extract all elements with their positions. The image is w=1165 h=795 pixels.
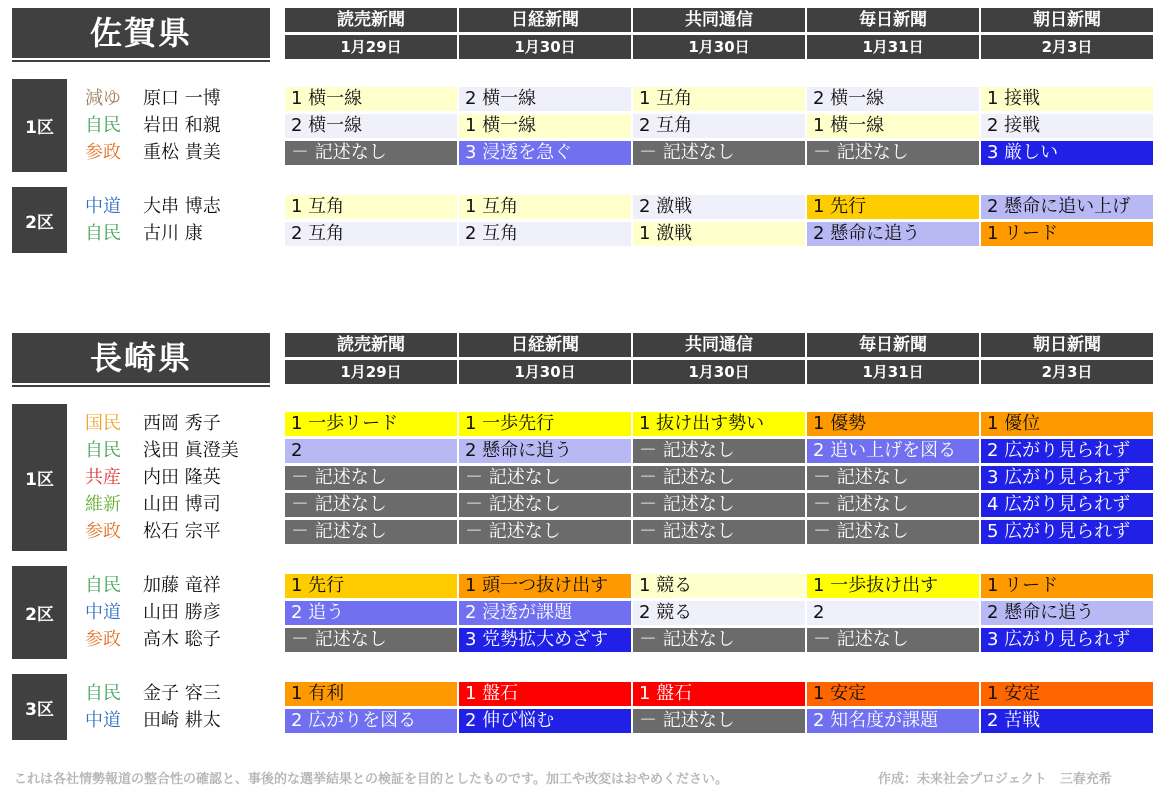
forecast-cell: 2 苦戦 [981,709,1153,733]
candidate-name: 古川 康 [143,223,203,244]
newspaper-header: 朝日新聞 [981,8,1153,32]
forecast-cell: 2 懸命に追う [459,439,631,463]
forecast-cell: 1 横一線 [807,114,979,138]
forecast-cell: 1 接戦 [981,87,1153,111]
survey-date: 1月29日 [285,35,457,59]
forecast-cell: 5 広がり見られず [981,520,1153,544]
forecast-cell: 1 競る [633,574,805,598]
party-label: 自民 [85,115,121,136]
footer-credit: 作成：未来社会プロジェクト 三春充希 [878,772,1112,787]
newspaper-header: 読売新聞 [285,333,457,357]
forecast-cell: 2 互角 [285,222,457,246]
prefecture-title: 佐賀県 [12,8,270,58]
forecast-cell: 2 横一線 [459,87,631,111]
forecast-cell: 2 追い上げを図る [807,439,979,463]
candidate-name: 浅田 眞澄美 [143,440,239,461]
party-label: 参政 [85,142,121,163]
candidate-name: 岩田 和親 [143,115,221,136]
forecast-cell: 1 有利 [285,682,457,706]
forecast-cell: 1 安定 [807,682,979,706]
forecast-cell: － 記述なし [807,493,979,517]
forecast-cell: 1 互角 [285,195,457,219]
candidate-name: 金子 容三 [143,683,221,704]
forecast-cell: 2 互角 [459,222,631,246]
forecast-cell: 1 互角 [459,195,631,219]
party-label: 参政 [85,521,121,542]
forecast-cell: 1 互角 [633,87,805,111]
candidate-name: 西岡 秀子 [143,413,221,434]
forecast-cell: 1 先行 [285,574,457,598]
party-label: 自民 [85,440,121,461]
forecast-cell: － 記述なし [459,520,631,544]
newspaper-header: 共同通信 [633,333,805,357]
newspaper-header: 日経新聞 [459,333,631,357]
forecast-cell: 1 一歩抜け出す [807,574,979,598]
forecast-cell: 2 浸透が課題 [459,601,631,625]
prefecture-title: 長崎県 [12,333,270,383]
forecast-cell: 2 広がりを図る [285,709,457,733]
forecast-cell: － 記述なし [285,520,457,544]
forecast-cell: － 記述なし [633,493,805,517]
forecast-cell: 2 接戦 [981,114,1153,138]
newspaper-header: 日経新聞 [459,8,631,32]
forecast-cell: 3 広がり見られず [981,628,1153,652]
forecast-cell: 1 盤石 [633,682,805,706]
candidate-name: 山田 勝彦 [143,602,221,623]
forecast-cell: 4 広がり見られず [981,493,1153,517]
forecast-cell: 1 頭一つ抜け出す [459,574,631,598]
forecast-cell: 3 党勢拡大めざす [459,628,631,652]
district-label: 1区 [12,79,67,172]
forecast-cell: 1 一歩先行 [459,412,631,436]
forecast-cell: 1 先行 [807,195,979,219]
forecast-cell: 2 懸命に追い上げ [981,195,1153,219]
forecast-cell: － 記述なし [633,709,805,733]
party-label: 国民 [85,413,121,434]
newspaper-header: 毎日新聞 [807,333,979,357]
party-label: 維新 [85,494,121,515]
newspaper-header: 朝日新聞 [981,333,1153,357]
forecast-cell: － 記述なし [285,493,457,517]
survey-date: 1月30日 [459,35,631,59]
forecast-cell: 3 浸透を急ぐ [459,141,631,165]
newspaper-header: 毎日新聞 [807,8,979,32]
forecast-cell: － 記述なし [285,466,457,490]
party-label: 自民 [85,575,121,596]
forecast-cell: 1 横一線 [459,114,631,138]
forecast-cell: 1 リード [981,574,1153,598]
forecast-cell: 2 互角 [633,114,805,138]
forecast-cell: － 記述なし [807,141,979,165]
forecast-cell: 3 厳しい [981,141,1153,165]
forecast-cell: 2 懸命に追う [981,601,1153,625]
prefecture-title-underline [12,60,270,62]
newspaper-header: 読売新聞 [285,8,457,32]
forecast-cell: － 記述なし [633,439,805,463]
forecast-cell: － 記述なし [285,141,457,165]
forecast-cell: 2 激戦 [633,195,805,219]
candidate-name: 高木 聡子 [143,629,221,650]
forecast-cell: 2 懸命に追う [807,222,979,246]
survey-date: 1月31日 [807,360,979,384]
district-label: 1区 [12,404,67,551]
survey-date: 2月3日 [981,360,1153,384]
district-label: 2区 [12,187,67,253]
party-label: 自民 [85,223,121,244]
footer-note: これは各社情勢報道の整合性の確認と、事後的な選挙結果との検証を目的としたものです。加工や改変はおやめください。 [14,772,728,787]
forecast-cell: 2 競る [633,601,805,625]
party-label: 減ゆ [85,88,121,109]
forecast-cell: 1 横一線 [285,87,457,111]
forecast-cell: 3 広がり見られず [981,466,1153,490]
candidate-name: 田崎 耕太 [143,710,221,731]
survey-date: 1月30日 [459,360,631,384]
party-label: 自民 [85,683,121,704]
forecast-cell: － 記述なし [459,466,631,490]
forecast-cell: 2 広がり見られず [981,439,1153,463]
forecast-cell: 1 優位 [981,412,1153,436]
candidate-name: 内田 隆英 [143,467,221,488]
survey-date: 1月30日 [633,35,805,59]
candidate-name: 山田 博司 [143,494,221,515]
forecast-cell: 2 [285,439,457,463]
forecast-cell: 2 [807,601,979,625]
forecast-cell: － 記述なし [459,493,631,517]
forecast-cell: － 記述なし [633,466,805,490]
forecast-cell: 2 追う [285,601,457,625]
candidate-name: 加藤 竜祥 [143,575,221,596]
forecast-cell: － 記述なし [807,628,979,652]
party-label: 中道 [85,602,121,623]
forecast-cell: 1 安定 [981,682,1153,706]
survey-date: 2月3日 [981,35,1153,59]
forecast-cell: 2 知名度が課題 [807,709,979,733]
party-label: 中道 [85,710,121,731]
forecast-cell: 2 横一線 [285,114,457,138]
forecast-cell: 1 激戦 [633,222,805,246]
forecast-cell: 2 横一線 [807,87,979,111]
prefecture-title-underline [12,385,270,387]
forecast-cell: － 記述なし [633,141,805,165]
district-label: 2区 [12,566,67,659]
forecast-cell: 2 伸び悩む [459,709,631,733]
survey-date: 1月30日 [633,360,805,384]
district-label: 3区 [12,674,67,740]
candidate-name: 原口 一博 [143,88,221,109]
forecast-cell: 1 リード [981,222,1153,246]
party-label: 共産 [85,467,121,488]
forecast-cell: 1 一歩リード [285,412,457,436]
survey-date: 1月31日 [807,35,979,59]
forecast-cell: － 記述なし [807,520,979,544]
forecast-cell: － 記述なし [807,466,979,490]
candidate-name: 大串 博志 [143,196,221,217]
forecast-cell: 1 抜け出す勢い [633,412,805,436]
party-label: 中道 [85,196,121,217]
party-label: 参政 [85,629,121,650]
forecast-cell: 1 優勢 [807,412,979,436]
survey-date: 1月29日 [285,360,457,384]
candidate-name: 松石 宗平 [143,521,221,542]
newspaper-header: 共同通信 [633,8,805,32]
forecast-cell: － 記述なし [633,520,805,544]
forecast-cell: － 記述なし [285,628,457,652]
forecast-cell: 1 盤石 [459,682,631,706]
candidate-name: 重松 貴美 [143,142,221,163]
forecast-cell: － 記述なし [633,628,805,652]
